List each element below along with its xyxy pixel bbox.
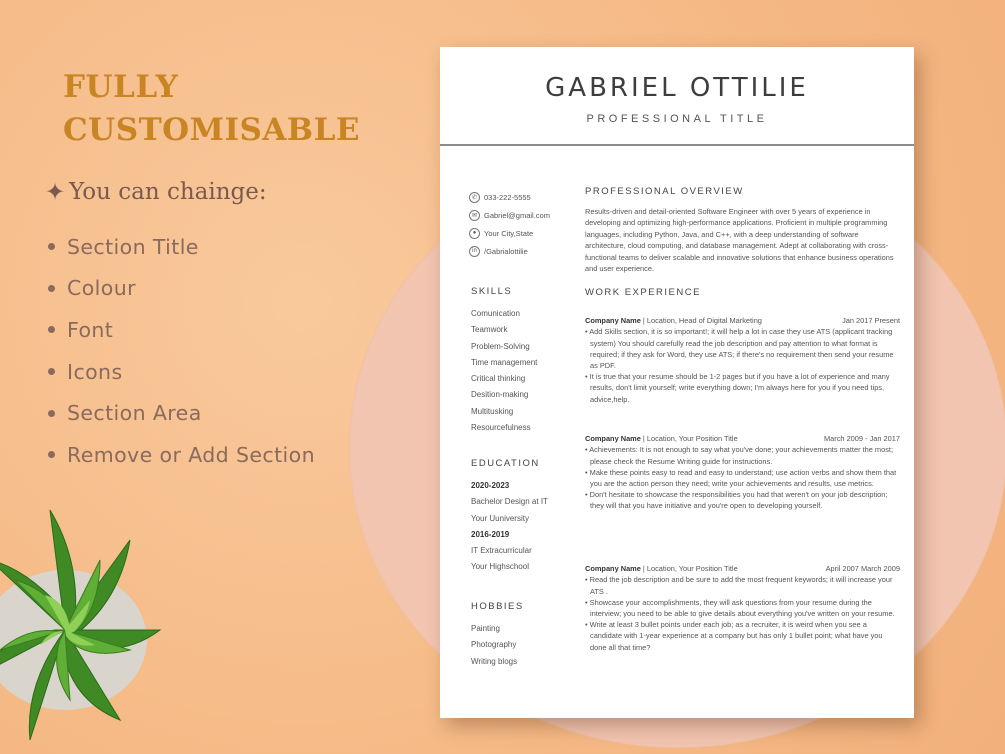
contact-list <box>469 188 550 260</box>
job-entry <box>585 315 900 405</box>
job-bullet: • Make these points easy to read and easy to understand; use action verbs and show them that you are the action person they need; write your achievements and results, use metrics. <box>585 467 900 489</box>
job-dates: Jan 2017 Present <box>842 316 900 325</box>
promo-title: FULLY CUSTOMISABLE <box>63 69 361 148</box>
location-icon: ● <box>469 228 480 239</box>
hobby-item: Painting <box>471 624 500 633</box>
skill-item: Time management <box>471 357 538 367</box>
feature-item: Colour <box>48 268 315 310</box>
job-company: Company Name <box>585 564 641 573</box>
resume-name: GABRIEL OTTILIE <box>545 73 809 103</box>
bullet-icon <box>48 243 55 250</box>
skills-section <box>471 286 581 436</box>
experience-heading: WORK EXPERIENCE <box>585 287 701 298</box>
resume-page <box>440 47 914 718</box>
job-bullets <box>585 326 900 404</box>
overview-text: Results-driven and detail-oriented Software Engineer with over 5 years of experience in developing and optimizing high-performance applications. Proficient in multiple programming languages, including Python, Java, and C++, with a deep understanding of software architecture, cloud computing, and database management. Adept at collaborating with cross-functional teams to deliver scalable and innovative solutions that enhance business operations and user experience. <box>585 207 894 274</box>
feature-list <box>48 226 315 476</box>
contact-location: ● Your City,State <box>469 224 550 242</box>
job-bullet: • Showcase your accomplishments, they will ask questions from your resume during the interview; you need to be able to give details about everything you've written on your resume. <box>585 597 900 619</box>
overview-heading: PROFESSIONAL OVERVIEW <box>585 186 744 197</box>
contact-linkedin: in /Gabrialottilie <box>469 242 550 260</box>
contact-phone: ✆ 033-222-5555 <box>469 188 550 206</box>
skill-item: Multitusking <box>471 406 514 416</box>
skill-item: Comunication <box>471 309 520 318</box>
header-divider <box>440 144 914 146</box>
job-bullet: • Achievements: It is not enough to say what you've done; your achievements matter the most; please check the Resume Writing guide for instructions. <box>585 444 900 466</box>
skill-item: Critical thinking <box>471 374 526 384</box>
job-bullet: • Write at least 3 bullet points under each job; as a recruiter, it is weird when you see a candidate with 1-year experience at a company but has only 1 bullet point; what have you done all that time? <box>585 619 900 653</box>
job-detail: | Location, Head of Digital Marketing <box>640 316 762 325</box>
education-section <box>471 458 581 576</box>
skills-heading: SKILLS <box>471 286 513 297</box>
skill-item: Teamwork <box>471 325 508 335</box>
education-degree: IT Extracurricular <box>471 546 532 556</box>
job-header <box>585 433 900 444</box>
feature-item: Section Area <box>48 392 315 434</box>
hobbies-heading: HOBBIES <box>471 601 524 612</box>
education-school: Your Highschool <box>471 562 529 572</box>
hobby-item: Photography <box>471 640 517 650</box>
job-dates: March 2009 - Jan 2017 <box>823 434 900 443</box>
job-bullet: • Add Skills section, it is so important!; it will help a lot in case they use ATS (applicant tracking system) You should carefully read the job description and pay attention to what format is required; if they ask for Word, they use ATS; if there's no requirement then send your resume as PDF. <box>585 326 900 371</box>
education-years: 2016-2019 <box>471 529 510 539</box>
bullet-icon <box>48 285 55 292</box>
job-dates: April 2007 March 2009 <box>825 564 900 573</box>
bullet-icon <box>48 326 55 333</box>
feature-item: Section Title <box>48 226 315 268</box>
job-bullets <box>585 574 900 652</box>
promo-subtitle-text: You can chainge: <box>69 179 267 205</box>
feature-item: Font <box>48 309 315 351</box>
overview-section <box>585 186 900 274</box>
job-entry <box>585 563 900 653</box>
job-company: Company Name <box>585 316 641 325</box>
bullet-icon <box>48 451 55 458</box>
contact-email: ✉ Gabriel@gmail.com <box>469 206 550 224</box>
education-degree: Bachelor Design at IT <box>471 497 548 507</box>
resume-title: PROFESSIONAL TITLE <box>586 113 768 125</box>
education-years: 2020-2023 <box>471 481 510 490</box>
job-bullets <box>585 444 900 511</box>
succulent-plant-icon <box>0 500 180 754</box>
email-icon: ✉ <box>469 210 480 221</box>
job-company: Company Name <box>585 434 641 443</box>
job-detail: | Location, Your Position Title <box>640 564 738 573</box>
skill-item: Resourcefulness <box>471 423 531 433</box>
linkedin-icon: in <box>469 246 480 257</box>
job-bullet: • It is true that your resume should be 1-2 pages but if you have a lot of experience and many results, don't limit yourself; write everything down; I'm always here for you if you need tips, advice,help. <box>585 371 900 405</box>
bullet-icon <box>48 368 55 375</box>
promo-subtitle <box>45 178 267 206</box>
feature-item: Icons <box>48 351 315 393</box>
education-school: Your Uuniversity <box>471 513 529 523</box>
bullet-icon <box>48 410 55 417</box>
job-bullet: • Don't hesitate to showcase the responsibilities you had that weren't on your job description; they will that you have initiative and you're open to developing yourself. <box>585 489 900 511</box>
education-heading: EDUCATION <box>471 458 540 469</box>
hobby-item: Writing blogs <box>471 656 518 666</box>
job-detail: | Location, Your Position Title <box>640 434 738 443</box>
hobbies-section <box>471 601 581 670</box>
job-entry <box>585 433 900 512</box>
skill-item: Problem-Solving <box>471 341 530 351</box>
job-bullet: • Read the job description and be sure to add the most frequent keywords; it will increase your ATS . <box>585 574 900 596</box>
job-header <box>585 315 900 326</box>
feature-item: Remove or Add Section <box>48 434 315 476</box>
job-header <box>585 563 900 574</box>
skill-item: Desition-making <box>471 390 529 400</box>
experience-heading-wrap <box>585 287 900 298</box>
sparkle-icon: ✦ <box>45 178 66 206</box>
phone-icon: ✆ <box>469 192 480 203</box>
